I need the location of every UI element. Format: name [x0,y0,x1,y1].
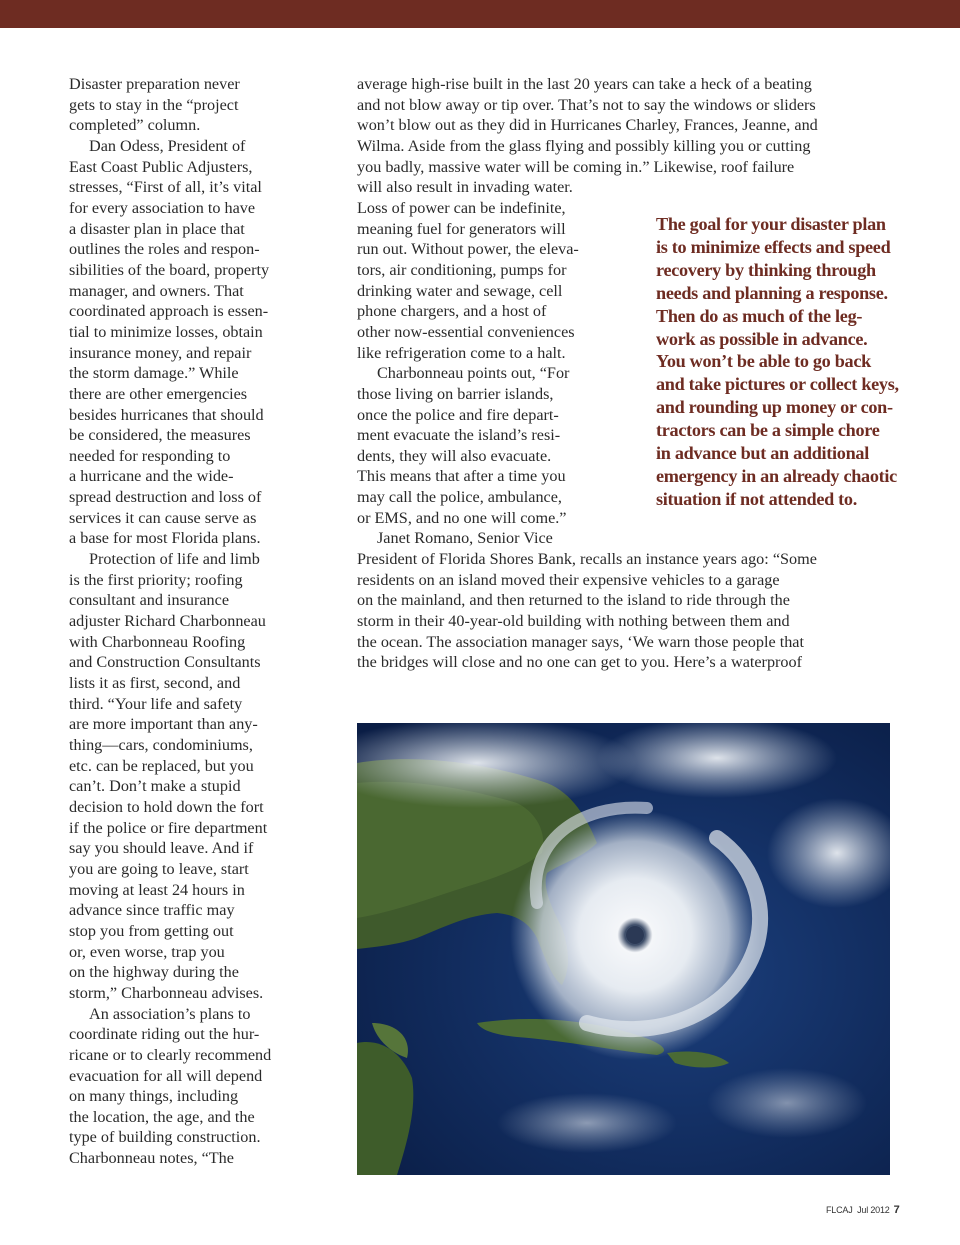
hurricane-eye [626,926,644,944]
text-line: there are other emergencies [69,384,248,403]
paragraph-romano-anecdote [357,528,877,673]
text-line: for every association to have [69,198,256,217]
text-line: manager, and owners. That [69,281,244,300]
text-line: is the first priority; roofing [69,570,243,589]
text-line: in advance but an additional [656,443,869,464]
text-line: and take pictures or collect keys, [656,374,899,395]
text-line: on many things, including [69,1087,239,1106]
text-line: Then do as much of the leg- [656,305,863,326]
text-line: consultant and insurance [69,591,230,610]
text-line: advance since traffic may [69,901,235,920]
top-color-band [0,0,960,28]
text-line: Disaster preparation never [69,75,240,93]
text-line: phone chargers, and a host of [357,302,547,321]
paragraph-high-rise [357,74,877,198]
page-footer [826,1204,899,1216]
text-line: etc. can be replaced, but you [69,756,254,775]
text-line: on the highway during the [69,963,239,982]
text-line: evacuation for all will depend [69,1066,263,1085]
text-line: a disaster plan in place that [69,219,245,238]
text-line: Protection of life and limb [89,550,260,569]
text-line: ment evacuate the island’s resi- [357,426,561,445]
text-line: those living on barrier islands, [357,384,554,403]
text-line: The goal for your disaster plan [656,214,886,234]
text-line: tial to minimize losses, obtain [69,322,263,341]
text-line: stop you from getting out [69,921,234,940]
text-line: needs and planning a response. [656,282,888,303]
text-line: like refrigeration come to a halt. [357,343,566,362]
text-line: third. “Your life and safety [69,694,243,713]
text-line: or EMS, and no one will come.” [357,508,567,527]
text-line: Loss of power can be indefinite, [357,198,566,217]
text-line: decision to hold down the fort [69,797,264,816]
text-line: adjuster Richard Charbonneau [69,612,266,631]
text-line: emergency in an already chaotic [656,465,897,486]
text-line: thing—cars, condominiums, [69,736,253,754]
text-line: a base for most Florida plans. [69,529,261,548]
text-line: and not blow away or tip over. That’s not to say the windows or sliders [357,95,816,114]
text-line: the storm damage.” While [69,364,239,383]
text-line: will also result in invading water. [357,178,573,197]
pull-quote [656,213,906,511]
text-line: or, even worse, trap you [69,942,225,961]
text-line: Janet Romano, Senior Vice [377,529,553,548]
text-line: run out. Without power, the eleva- [357,240,579,259]
text-line: tors, air conditioning, pumps for [357,260,567,279]
text-line: stresses, “First of all, it’s vital [69,178,262,197]
text-line: on the mainland, and then returned to the island to ride through the [357,591,790,610]
cloud-cluster-southeast [707,1068,867,1138]
text-line: recovery by thinking through [656,259,876,280]
text-line: work as possible in advance. [656,328,868,349]
text-line: Wilma. Aside from the glass flying and possibly killing you or cutting [357,136,811,155]
text-line: gets to stay in the “project [69,95,239,114]
text-line: tractors can be a simple chore [656,420,880,441]
text-line: coordinate riding out the hur- [69,1025,260,1044]
text-line: the location, the age, and the [69,1107,255,1126]
text-line: spread destruction and loss of [69,488,262,507]
text-line: a hurricane and the wide- [69,467,234,486]
text-line: besides hurricanes that should [69,405,264,424]
text-line: other now-essential conveniences [357,322,575,341]
text-line: average high-rise built in the last 20 years can take a heck of a beating [357,75,812,93]
text-line: needed for responding to [69,446,231,465]
left-text-column [69,74,293,1169]
footer-publication: FLCAJ [826,1205,853,1215]
text-line: the bridges will close and no one can get to you. Here’s a waterproof [357,653,803,672]
text-line: are more important than any- [69,715,258,734]
text-line: if the police or fire department [69,818,268,837]
text-line: President of Florida Shores Bank, recalls an instance years ago: “Some [357,550,817,569]
text-line: completed” column. [69,116,201,135]
text-line: situation if not attended to. [656,488,857,509]
text-line: sibilities of the board, property [69,260,270,279]
text-line: moving at least 24 hours in [69,880,245,899]
footer-issue: Jul 2012 [857,1205,890,1215]
text-line: This means that after a time you [357,467,566,486]
text-line: Charbonneau notes, “The [69,1149,234,1168]
text-line: meaning fuel for generators will [357,219,566,238]
text-line: residents on an island moved their expensive vehicles to a garage [357,570,780,589]
page-number: 7 [893,1204,900,1216]
text-line: Dan Odess, President of [89,136,246,155]
text-line: coordinated approach is essen- [69,302,269,321]
text-line: storm,” Charbonneau advises. [69,983,264,1002]
text-line: once the police and fire depart- [357,405,559,424]
text-line: with Charbonneau Roofing [69,632,246,651]
text-line: is to minimize effects and speed [656,236,891,257]
cloud-cluster-south [497,1093,677,1153]
paragraph-intro [69,74,293,136]
text-line: storm in their 40-year-old building with nothing between them and [357,612,790,631]
text-line: the ocean. The association manager says, ‘We warn those people that [357,632,804,651]
text-line: You won’t be able to go back [656,351,871,372]
text-line: you are going to leave, start [69,859,249,878]
text-line: may call the police, ambulance, [357,488,562,507]
text-line: services it can cause serve as [69,508,257,527]
text-line: An association’s plans to [89,1004,251,1023]
text-line: insurance money, and repair [69,343,252,362]
text-line: and rounding up money or con- [656,397,893,418]
paragraph-charbonneau-safety [69,549,293,1003]
text-line: type of building construction. [69,1128,261,1147]
paragraph-association-plans [69,1004,293,1169]
text-line: you badly, massive water will be coming in.” Likewise, roof failure [357,157,795,176]
text-line: Charbonneau points out, “For [377,364,570,383]
text-line: lists it as first, second, and [69,674,241,693]
text-line: dents, they will also evacuate. [357,446,552,465]
text-line: and Construction Consultants [69,653,261,672]
text-line: can’t. Don’t make a stupid [69,777,241,796]
text-line: drinking water and sewage, cell [357,281,563,300]
text-line: be considered, the measures [69,426,251,445]
text-line: say you should leave. And if [69,839,254,858]
paragraph-odess-quote [69,136,293,549]
hurricane-satellite-photo [357,723,890,1175]
text-line: ricane or to clearly recommend [69,1045,272,1064]
text-line: won’t blow out as they did in Hurricanes Charley, Frances, Jeanne, and [357,116,818,135]
text-line: outlines the roles and respon- [69,240,260,259]
text-line: East Coast Public Adjusters, [69,157,253,176]
